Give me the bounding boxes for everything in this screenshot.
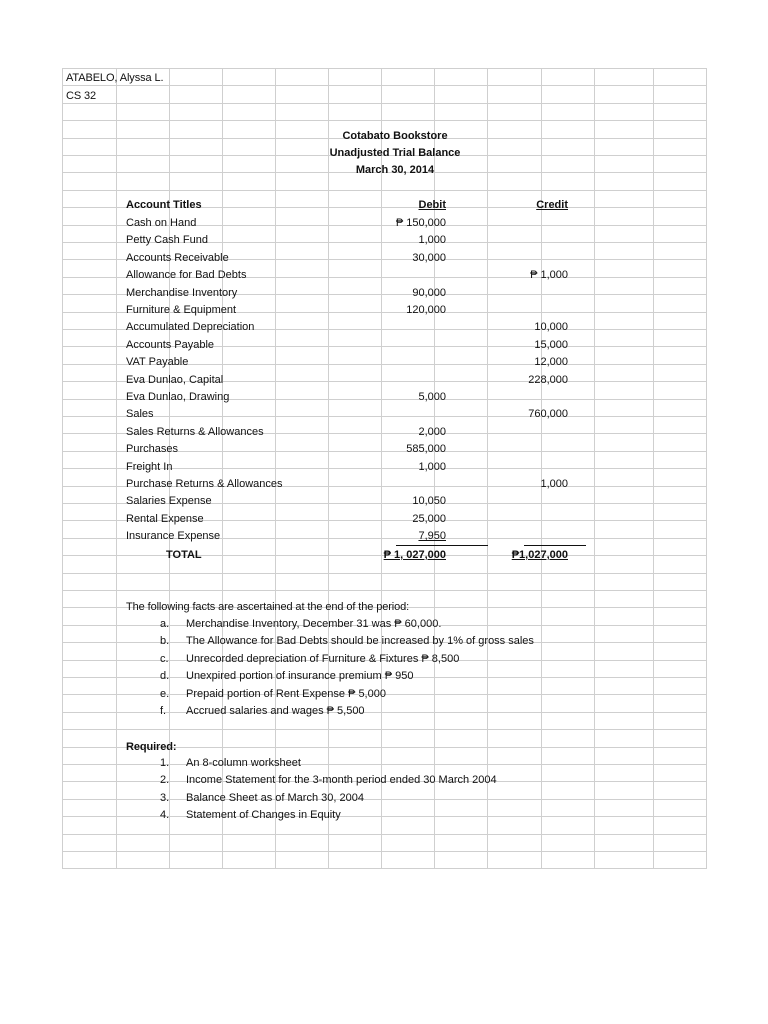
fact-marker: b. <box>160 635 170 647</box>
account-row <box>126 373 586 390</box>
account-name: Salaries Expense <box>126 495 212 507</box>
requirement-marker: 1. <box>160 757 170 769</box>
account-credit: 228,000 <box>528 374 568 386</box>
account-debit: 7,950 <box>418 530 446 542</box>
credit-total-rule <box>524 545 586 546</box>
grid-hline <box>62 799 707 800</box>
account-debit: 1,000 <box>418 234 446 246</box>
requirement-item <box>160 757 301 774</box>
report-title: Unadjusted Trial Balance <box>329 147 461 159</box>
account-row <box>126 268 586 285</box>
account-name: VAT Payable <box>126 356 189 368</box>
fact-text: Merchandise Inventory, December 31 was ₱ 60,000. <box>186 618 442 630</box>
account-name: Purchase Returns & Allowances <box>126 478 283 490</box>
grid-hline <box>62 590 707 591</box>
account-name: Petty Cash Fund <box>126 234 208 246</box>
account-row <box>126 529 586 546</box>
account-row <box>126 216 586 233</box>
required-label: Required: <box>126 741 177 753</box>
grid-hline <box>62 868 707 869</box>
fact-item <box>160 670 413 687</box>
account-debit: 120,000 <box>406 304 446 316</box>
account-row <box>126 494 586 511</box>
account-name: Purchases <box>126 443 178 455</box>
account-debit: 90,000 <box>412 287 446 299</box>
requirement-item <box>160 792 364 809</box>
grid-hline <box>62 729 707 730</box>
fact-text: Unrecorded depreciation of Furniture & Fixtures ₱ 8,500 <box>186 653 460 665</box>
account-row <box>126 425 586 442</box>
grid-hline <box>62 573 707 574</box>
fact-item <box>160 705 365 722</box>
account-name: Eva Dunlao, Drawing <box>126 391 230 403</box>
requirement-text: Statement of Changes in Equity <box>186 809 341 821</box>
account-row <box>126 407 586 424</box>
account-row <box>126 303 586 320</box>
account-row <box>126 251 586 268</box>
fact-marker: c. <box>160 653 169 665</box>
requirement-text: Balance Sheet as of March 30, 2004 <box>186 792 364 804</box>
debit-total-rule <box>396 545 488 546</box>
account-row <box>126 512 586 529</box>
account-debit: ₱ 150,000 <box>395 217 446 229</box>
account-credit: 760,000 <box>528 408 568 420</box>
requirement-marker: 2. <box>160 774 170 786</box>
facts-intro: The following facts are ascertained at the end of the period: <box>126 601 410 613</box>
account-row <box>126 233 586 250</box>
grid-hline <box>62 764 707 765</box>
grid-hline <box>62 834 707 835</box>
requirement-text: An 8-column worksheet <box>186 757 301 769</box>
fact-text: Unexpired portion of insurance premium ₱ 950 <box>186 670 414 682</box>
fact-marker: d. <box>160 670 170 682</box>
account-name: Rental Expense <box>126 513 204 525</box>
account-credit: ₱ 1,000 <box>530 269 568 281</box>
account-row <box>126 286 586 303</box>
grid-hline <box>62 712 707 713</box>
requirement-marker: 3. <box>160 792 170 804</box>
requirement-marker: 4. <box>160 809 170 821</box>
account-name: Accounts Receivable <box>126 252 229 264</box>
account-debit: 585,000 <box>406 443 446 455</box>
fact-item <box>160 653 459 670</box>
account-row <box>126 390 586 407</box>
account-debit: 10,050 <box>412 495 446 507</box>
account-credit: 10,000 <box>534 321 568 333</box>
account-name: Accounts Payable <box>126 339 215 351</box>
requirement-text: Income Statement for the 3-month period ended 30 March 2004 <box>186 774 497 786</box>
account-name: Eva Dunlao, Capital <box>126 374 224 386</box>
total-row <box>126 548 586 565</box>
report-date: March 30, 2014 <box>355 164 435 176</box>
fact-item <box>160 618 441 635</box>
student-name: ATABELO, Alyssa L. <box>66 72 164 84</box>
account-credit: 15,000 <box>534 339 568 351</box>
grid-hline <box>62 190 707 191</box>
fact-text: Prepaid portion of Rent Expense ₱ 5,000 <box>186 688 386 700</box>
account-name: Cash on Hand <box>126 217 197 229</box>
account-credit: 1,000 <box>540 478 568 490</box>
account-debit: 5,000 <box>418 391 446 403</box>
account-name: Sales <box>126 408 154 420</box>
account-name: Insurance Expense <box>126 530 221 542</box>
company-name: Cotabato Bookstore <box>342 130 448 142</box>
fact-marker: e. <box>160 688 170 700</box>
account-name: Freight In <box>126 461 173 473</box>
account-credit: 12,000 <box>534 356 568 368</box>
account-name: Allowance for Bad Debts <box>126 269 247 281</box>
account-name: Accumulated Depreciation <box>126 321 255 333</box>
account-name: Sales Returns & Allowances <box>126 426 264 438</box>
account-debit: 2,000 <box>418 426 446 438</box>
account-row <box>126 355 586 372</box>
account-name: Furniture & Equipment <box>126 304 237 316</box>
total-credit: ₱1,027,000 <box>511 549 568 561</box>
requirement-item <box>160 809 341 826</box>
account-row <box>126 442 586 459</box>
account-row <box>126 320 586 337</box>
column-header-row <box>126 198 586 215</box>
account-debit: 25,000 <box>412 513 446 525</box>
grid-hline <box>62 120 707 121</box>
account-debit: 30,000 <box>412 252 446 264</box>
fact-marker: f. <box>160 705 167 717</box>
account-titles-header: Account Titles <box>126 199 202 211</box>
account-name: Merchandise Inventory <box>126 287 238 299</box>
grid-hline <box>62 68 707 69</box>
fact-marker: a. <box>160 618 170 630</box>
account-row <box>126 460 586 477</box>
fact-item <box>160 688 386 705</box>
debit-header: Debit <box>418 199 446 211</box>
requirement-item <box>160 774 497 791</box>
account-row <box>126 477 586 494</box>
grid-hline <box>62 851 707 852</box>
credit-header: Credit <box>536 199 568 211</box>
account-debit: 1,000 <box>418 461 446 473</box>
total-label: TOTAL <box>166 549 202 561</box>
fact-text: Accrued salaries and wages ₱ 5,500 <box>186 705 365 717</box>
fact-text: The Allowance for Bad Debts should be increased by 1% of gross sales <box>186 635 534 647</box>
grid-hline <box>62 816 707 817</box>
section-code: CS 32 <box>66 90 97 102</box>
total-debit: ₱ 1, 027,000 <box>383 549 446 561</box>
grid-hline <box>62 103 707 104</box>
account-row <box>126 338 586 355</box>
fact-item <box>160 635 534 652</box>
